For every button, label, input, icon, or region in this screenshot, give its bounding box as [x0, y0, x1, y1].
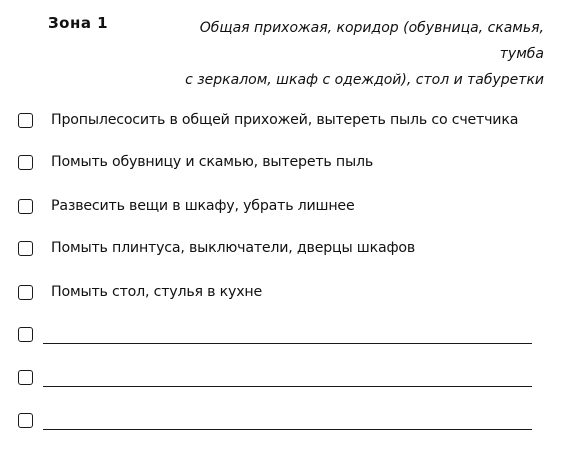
task-checkbox[interactable] — [18, 199, 33, 214]
task-checkbox[interactable] — [18, 413, 33, 428]
zone-description-line-2: с зеркалом, шкаф с одеждой), стол и табуретки — [185, 72, 544, 88]
task-label: Помыть обувницу и скамью, вытереть пыль — [51, 154, 373, 170]
task-checkbox[interactable] — [18, 285, 33, 300]
zone-description-line-1: Общая прихожая, коридор (обувница, скамья, тумба — [199, 20, 544, 62]
task-row[interactable] — [18, 151, 373, 173]
task-label: Пропылесосить в общей прихожей, вытереть пыль со счетчика — [51, 112, 519, 128]
task-checkbox[interactable] — [18, 327, 33, 342]
blank-write-in-line[interactable] — [43, 386, 532, 387]
task-label: Развесить вещи в шкафу, убрать лишнее — [51, 198, 355, 214]
task-checkbox[interactable] — [18, 370, 33, 385]
task-checkbox[interactable] — [18, 113, 33, 128]
task-row[interactable] — [18, 195, 354, 217]
task-label: Помыть плинтуса, выключатели, дверцы шкафов — [51, 240, 416, 256]
task-row[interactable] — [18, 237, 415, 259]
task-checkbox[interactable] — [18, 241, 33, 256]
task-row[interactable] — [18, 281, 262, 303]
blank-write-in-line[interactable] — [43, 343, 532, 344]
task-label: Помыть стол, стулья в кухне — [51, 284, 262, 300]
blank-write-in-line[interactable] — [43, 429, 532, 430]
task-row[interactable] — [18, 109, 518, 131]
blank-task-row[interactable] — [18, 323, 532, 345]
blank-task-row[interactable] — [18, 366, 532, 388]
blank-task-row[interactable] — [18, 409, 532, 431]
zone-title: Зона 1 — [48, 14, 109, 32]
task-checkbox[interactable] — [18, 155, 33, 170]
